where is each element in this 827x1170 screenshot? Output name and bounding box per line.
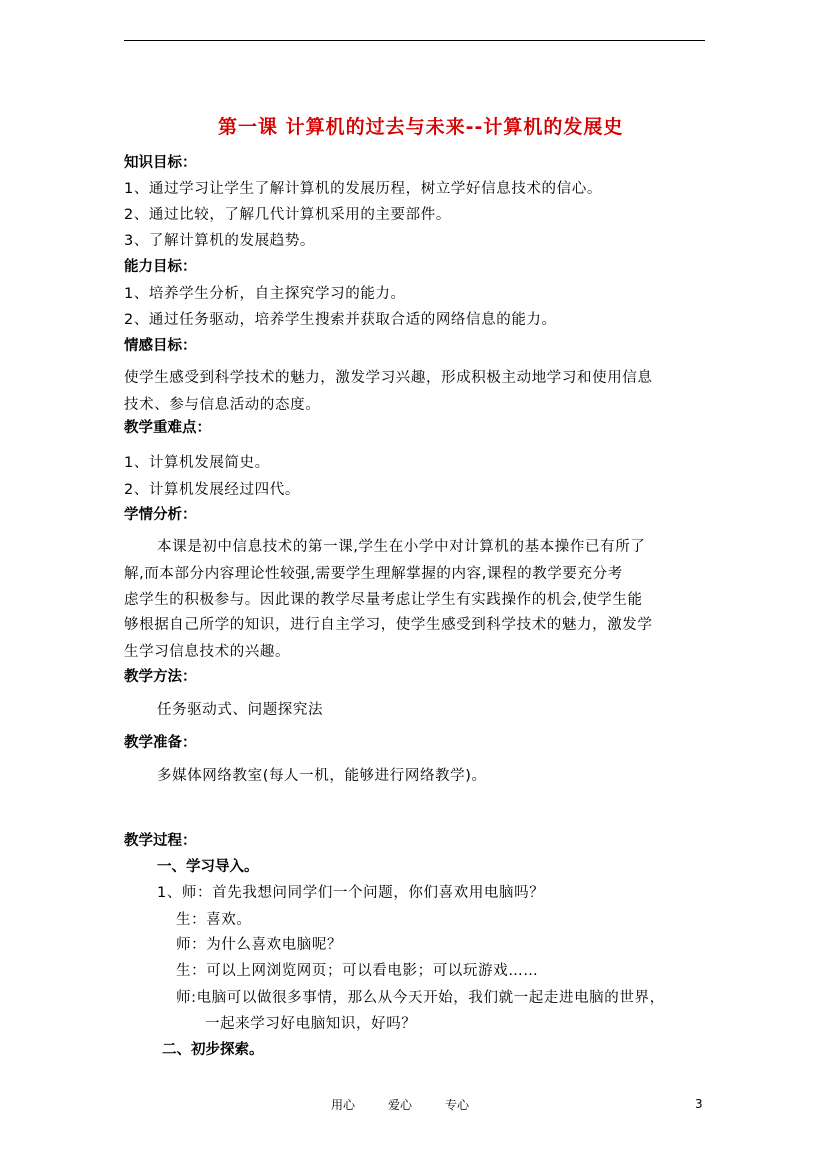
dialogue-student-answer-2: 生：可以上网浏览网页；可以看电影；可以玩游戏…… [176,963,539,979]
dialogue-teacher-line-3b: 一起来学习好电脑知识，好吗？ [205,1016,417,1032]
heading-teaching-method: 教学方法： [124,669,197,685]
heading-emotion-goals: 情感目标： [124,338,197,354]
teaching-preparation-text: 多媒体网络教室(每人一机，能够进行网络教学)。 [157,768,487,784]
dialogue-teacher-line-3a: 师:电脑可以做很多事情，那么从今天开始，我们就一起走进电脑的世界， [176,990,665,1006]
analysis-line-1: 本课是初中信息技术的第一课,学生在小学中对计算机的基本操作已有所了 [157,539,646,555]
emotion-line-1: 使学生感受到科学技术的魅力，激发学习兴趣，形成积极主动地学习和使用信息 [124,370,653,386]
header-rule [124,40,705,41]
heading-ability-goals: 能力目标： [124,259,197,275]
teaching-method-text: 任务驱动式、问题探究法 [157,702,324,718]
analysis-line-3: 虑学生的积极参与。因此课的教学尽量考虑让学生有实践操作的机会,使学生能 [124,592,643,608]
dialogue-teacher-question-1: 1、师：首先我想问同学们一个问题，你们喜欢用电脑吗？ [157,885,545,901]
dialogue-student-answer-1: 生：喜欢。 [176,912,252,928]
emotion-line-2: 技术、参与信息活动的态度。 [124,397,321,413]
page-number: 3 [695,1097,703,1111]
analysis-line-4: 够根据自己所学的知识，进行自主学习，使学生感受到科学技术的魅力，激发学 [124,617,653,633]
process-section-2: 二、初步探索。 [162,1042,264,1058]
footer-word-2: 爱心 [388,1098,413,1112]
ability-item-2: 2、通过任务驱动，培养学生搜索并获取合适的网络信息的能力。 [124,312,557,328]
keypoint-item-2: 2、计算机发展经过四代。 [124,482,300,498]
knowledge-item-3: 3、了解计算机的发展趋势。 [124,233,316,249]
heading-knowledge-goals: 知识目标： [124,155,197,171]
heading-teaching-process: 教学过程： [124,833,197,849]
heading-student-analysis: 学情分析： [124,507,197,523]
heading-teaching-preparation: 教学准备： [124,735,197,751]
ability-item-1: 1、培养学生分析，自主探究学习的能力。 [124,286,406,302]
heading-key-points: 教学重难点： [124,420,211,436]
page-title: 第一课 计算机的过去与未来--计算机的发展史 [218,116,624,138]
keypoint-item-1: 1、计算机发展简史。 [124,455,270,471]
knowledge-item-1: 1、通过学习让学生了解计算机的发展历程，树立学好信息技术的信心。 [124,181,602,197]
footer-word-1: 用心 [331,1098,356,1112]
dialogue-teacher-question-2: 师：为什么喜欢电脑呢？ [176,937,343,953]
process-section-1: 一、学习导入。 [157,859,259,875]
analysis-line-5: 生学习信息技术的兴趣。 [124,644,291,660]
footer-word-3: 专心 [445,1098,470,1112]
analysis-line-2: 解,而本部分内容理论性较强,需要学生理解掌握的内容,课程的教学要充分考 [124,566,623,582]
knowledge-item-2: 2、通过比较，了解几代计算机采用的主要部件。 [124,207,451,223]
